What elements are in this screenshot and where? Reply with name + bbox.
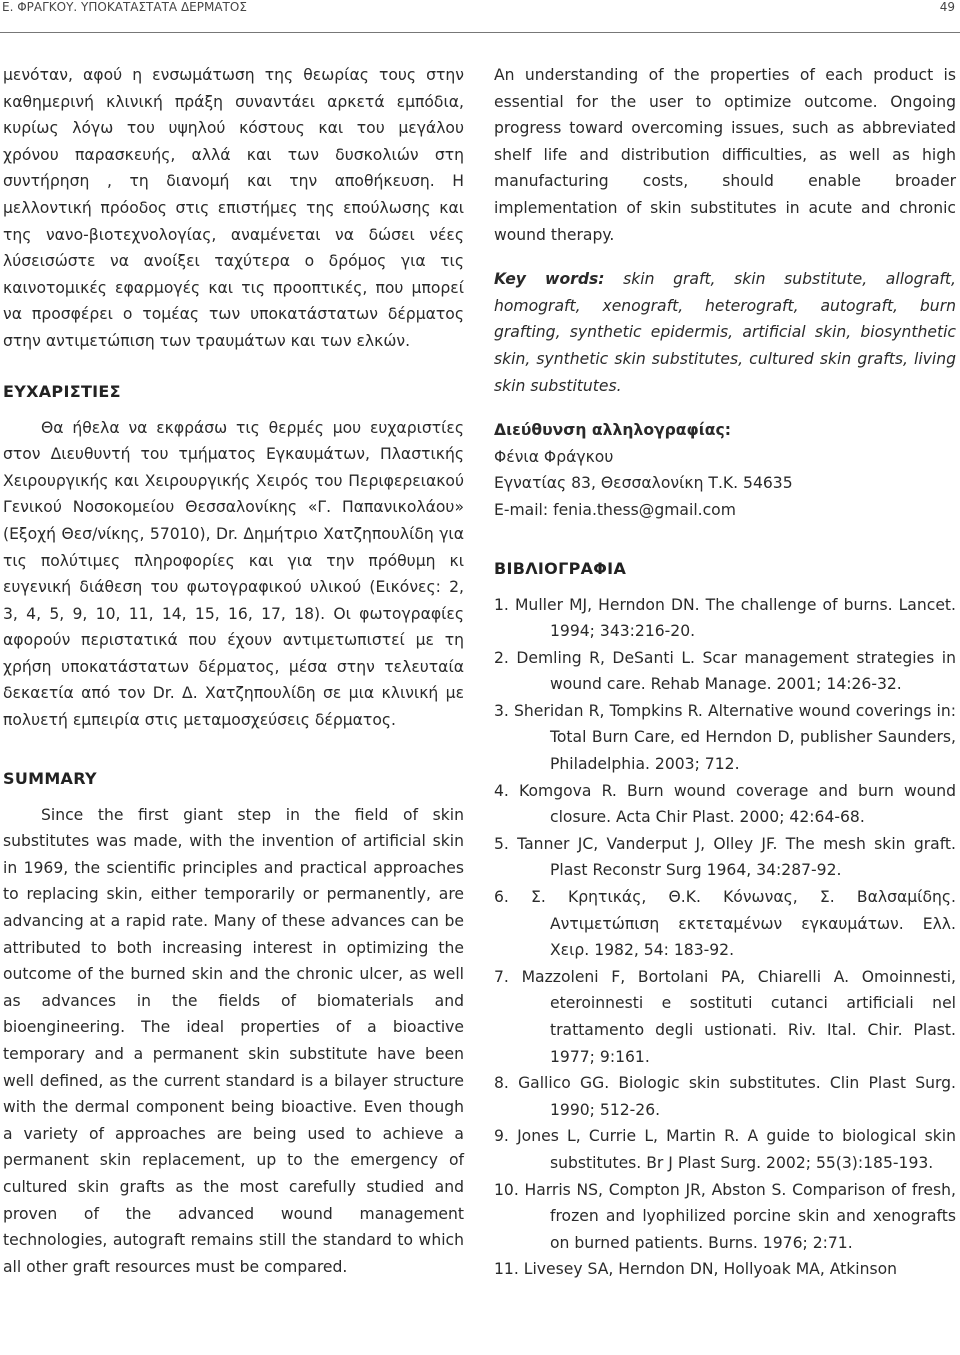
summary-text: Since the first giant step in the field of skin substitutes was made, with the invention of artificial skin in 1969, the scientific principles and practical approaches to replacing skin, either temporarily or permanently, are advancing at a rapid rate. Many of these advances can be attributed to both increasing interest in optimizing the outcome of the burned skin and the chronic ulcer, as well as advances in the fields of biomaterials and bioengineering. The ideal properties of a bioactive temporary and a permanent skin substitute have been well defined, as the current standard is a bilayer structure with the dermal component being bioactive. Even though a variety of approaches are being used to achieve a permanent skin replacement, up to the emergency of cultured skin grafts as the most carefully studied and proven of the advanced wound management technologies, autograft remains still the standard to which all other graft resources must be compared.	[3, 805, 464, 1276]
reference-item: 10. Harris NS, Compton JR, Abston S. Comparison of fresh, frozen and lyophilized porcine skin and xenografts on burned patients. Burns. 1976; 2:71.	[494, 1180, 956, 1252]
references-heading: ΒΙΒΛΙΟΓΡΑΦΙΑ	[494, 558, 627, 578]
summary-continuation: An understanding of the properties of each product is essential for the user to optimize outcome. Ongoing progress toward overcoming issues, such as abbreviated shelf life and distribution difficulties, as well as high manufacturing costs, should enable broader implementation of skin substitutes in acute and chronic wound therapy.	[494, 66, 956, 244]
address-name: Φένια Φράγκου	[494, 447, 614, 466]
reference-item: 9. Jones L, Currie L, Martin R. A guide to biological skin substitutes. Br J Plast Surg. 2002; 55(3):185-193.	[494, 1127, 956, 1172]
reference-item: 11. Livesey SA, Herndon DN, Hollyoak MA, Atkinson	[494, 1260, 898, 1279]
reference-item: 6. Σ. Κρητικάς, Θ.Κ. Κόνωνας, Σ. Βαλσαμίδης. Αντιμετώπιση εκτεταμένων εγκαυμάτων. Ελλ. Χειρ. 1982, 54: 183-92.	[494, 888, 956, 960]
keywords-text: skin graft, skin substitute, allograft, homograft, xenograft, heterograft, autograft, burn grafting, synthetic epidermis, artificial skin, biosynthetic skin, synthetic skin substitutes, cultured skin grafts, living skin substitutes.	[494, 270, 956, 395]
summary-heading: SUMMARY	[3, 768, 97, 788]
header-rule	[0, 32, 960, 33]
right-column	[494, 62, 956, 1283]
intro-paragraph: μενόταν, αφού η ενσωμάτωση της θεωρίας τους στην καθημερινή κλινική πράξη συναντάει αρκετά εμπόδια, κυρίως λόγω του υψηλού κόστους και του μεγάλου χρόνου παρασκευής, αλλά και των δυσκολιών στη συντήρηση , τη διανομή και την αποθήκευση. Η μελλοντική πρόοδος στις επιστήμες της επούλωσης και της νανο-βιοτεχνολογίας, αναμένεται να δώσει νέες λύσεισώστε να ανοίξει ταχύτερα ο δρόμος για τις καινοτομικές εφαρμογές και τις προοπτικές, που μπορεί να προσφέρει ο τομέας των υποκατάστατων δέρματος στην αντιμετώπιση των τραυμάτων και των ελκών.	[3, 66, 464, 350]
keywords-label: Key words:	[494, 270, 605, 289]
address-street: Εγνατίας 83, Θεσσαλονίκη Τ.Κ. 54635	[494, 474, 793, 493]
reference-item: 1. Muller MJ, Herndon DN. The challenge of burns. Lancet. 1994; 343:216-20.	[494, 595, 956, 641]
reference-item: 5. Tanner JC, Vanderput J, Olley JF. The mesh skin graft. Plast Reconstr Surg 1964, 34:287-92.	[494, 834, 956, 880]
page-number: 49	[939, 0, 955, 14]
references-list	[494, 592, 956, 1283]
left-column	[3, 62, 464, 1280]
address-label: Διεύθυνση αλληλογραφίας:	[494, 421, 731, 440]
correspondence-address	[494, 417, 956, 523]
reference-item: 8. Gallico GG. Biologic skin substitutes. Clin Plast Surg. 1990; 512-26.	[494, 1074, 956, 1119]
reference-item: 3. Sheridan R, Tompkins R. Alternative wound coverings in: Total Burn Care, ed Herndon D, publisher Saunders, Philadelphia. 2003; 712.	[494, 701, 956, 774]
running-header	[0, 0, 960, 14]
running-title: Ε. ΦΡΑΓΚΟΥ. ΥΠΟΚΑΤΑΣΤΑΤΑ ΔΕΡΜΑΤΟΣ	[2, 0, 247, 14]
reference-item: 2. Demling R, DeSanti L. Scar management strategies in wound care. Rehab Manage. 2001; 14:26-32.	[494, 648, 956, 694]
reference-item: 7. Mazzoleni F, Bortolani PA, Chiarelli A. Omoinnesti, eteroinnesti e sostituti cutanci artificiali nel trattamento degli ustionati. Riv. Ital. Chir. Plast. 1977; 9:161.	[494, 967, 956, 1066]
keywords-paragraph	[494, 266, 956, 399]
address-email[interactable]: E-mail: fenia.thess@gmail.com	[494, 500, 736, 519]
reference-item: 4. Komgova R. Burn wound coverage and burn wound closure. Acta Chir Plast. 2000; 42:64-68.	[494, 781, 956, 827]
acknowledgements-text: Θα ήθελα να εκφράσω τις θερμές μου ευχαριστίες στον Διευθυντή του τμήματος Εγκαυμάτων, Πλαστικής Χειρουργικής και Χειρουργικής Χειρός του Περιφερειακού Γενικού Νοσοκομείου Θεσσαλονίκης «Γ. Παπανικολάου» (Εξοχή Θεσ/νίκης, 57010), Dr. Δημήτριο Χατζηπουλίδη για τις πολύτιμες πληροφορίες και για την πρόθυμη κι ευγενική διάθεση του φωτογραφικού υλικού (Εικόνες: 2, 3, 4, 5, 9, 10, 11, 14, 15, 16, 17, 18). Οι φωτογραφίες αφορούν περιστατικά που έχουν αντιμετωπιστεί με τη χρήση υποκατάστατων δέρματος, μέσα στην τελευταία δεκαετία από τον Dr. Δ. Χατζηπουλίδη σε μια κλινική με πολυετή εμπειρία στις μεταμοσχεύσεις δέρματος.	[3, 418, 464, 730]
acknowledgements-heading: ΕΥΧΑΡΙΣΤΙΕΣ	[3, 381, 121, 401]
